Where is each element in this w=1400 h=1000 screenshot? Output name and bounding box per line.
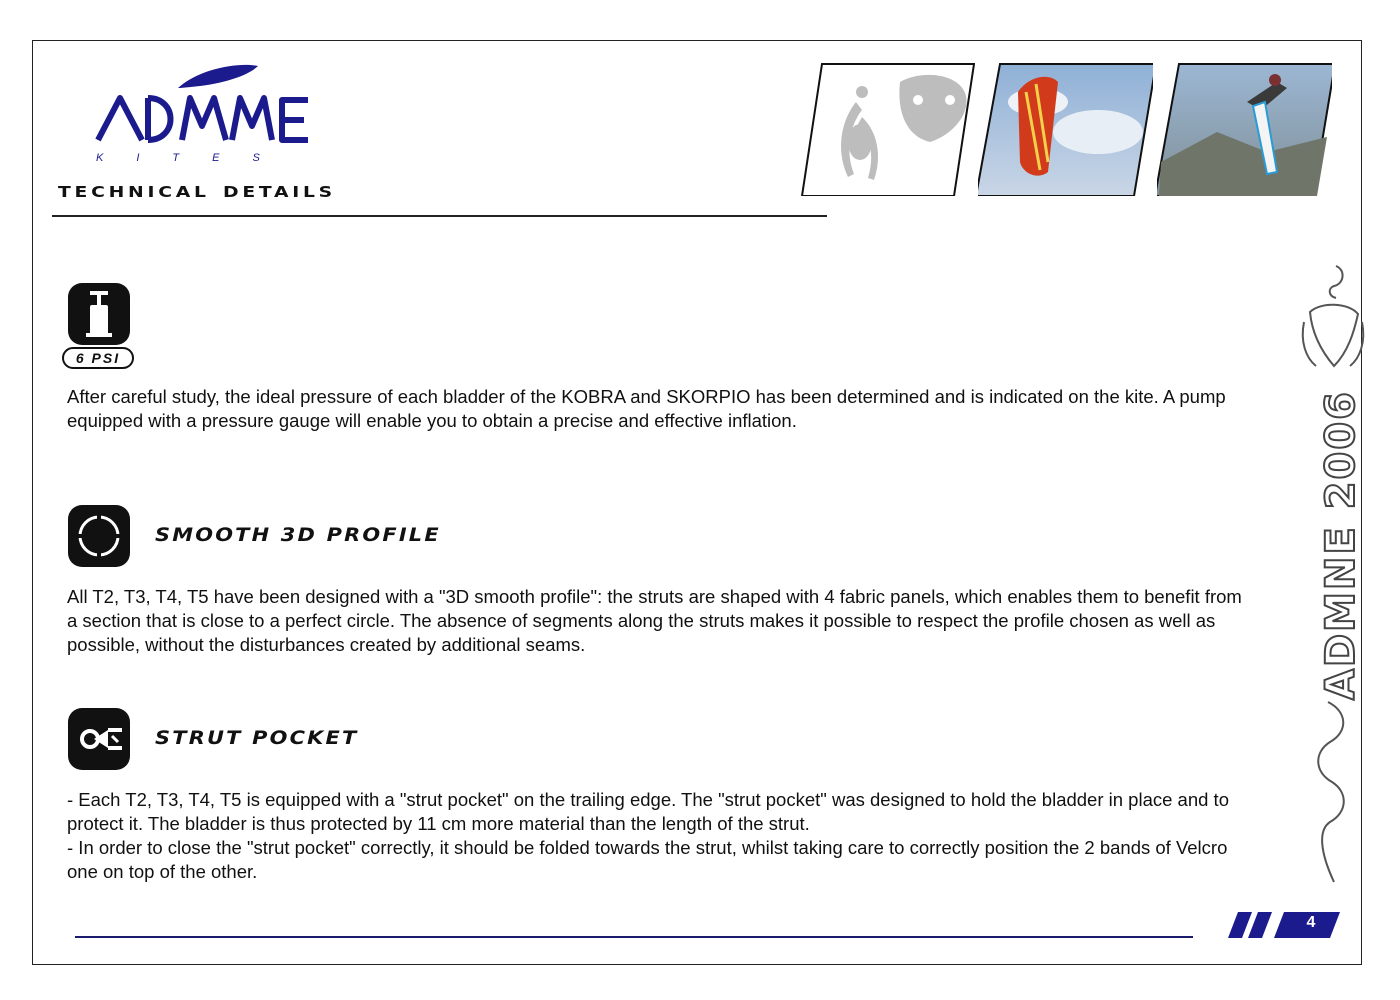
profile-heading: SMOOTH 3D PROFILE (155, 524, 441, 546)
strut-pocket-heading: STRUT POCKET (155, 727, 359, 749)
page-title: technical details (58, 178, 336, 203)
brand-logo (90, 60, 320, 170)
thumb-kite-sky (978, 62, 1153, 196)
thumb-mascots (800, 62, 975, 196)
logo-subtitle: KITES (96, 152, 293, 164)
strut-pocket-line-2: - In order to close the "strut pocket" correctly, it should be folded towards the strut, whilst taking care to correctly position the 2 bands of Velcro one on top of the other. (67, 837, 1228, 882)
circle-profile-icon (68, 505, 130, 567)
header-thumbnails (795, 58, 1350, 203)
kite-photo-icon (978, 62, 1153, 196)
thumb-rider-jump (1157, 62, 1332, 196)
profile-paragraph: All T2, T3, T4, T5 have been designed with a "3D smooth profile": the struts are shaped with 4 fabric panels, which enables them to benefit from a section that is close to a perfect circle. The absence of segments along the struts makes it possible to respect the profile chosen as well as possible, without the disturbances created by additional seams. (67, 586, 1242, 655)
title-divider (52, 215, 827, 217)
strut-pocket-paragraph (67, 788, 1247, 884)
footer-divider (75, 936, 1193, 938)
rider-photo-icon (1157, 62, 1332, 196)
pump-icon (68, 283, 130, 345)
page-number: 4 (1306, 914, 1316, 931)
pressure-paragraph: After careful study, the ideal pressure of each bladder of the KOBRA and SKORPIO has been determined and is indicated on the kite. A pump equipped with a pressure gauge will enable you to obtain a precise and effective inflation. (67, 386, 1226, 431)
side-brand-year: ADMNE 2006 (1318, 389, 1364, 700)
scorpion-snake-icon (800, 62, 975, 196)
strut-pocket-icon (68, 708, 130, 770)
strut-pocket-line-1: - Each T2, T3, T4, T5 is equipped with a "strut pocket" on the trailing edge. The "strut pocket" was designed to hold the bladder in place and to protect it. The bladder is thus protected by 11 cm more material than the length of the strut. (67, 789, 1229, 834)
pressure-badge: 6 PSI (62, 347, 134, 369)
